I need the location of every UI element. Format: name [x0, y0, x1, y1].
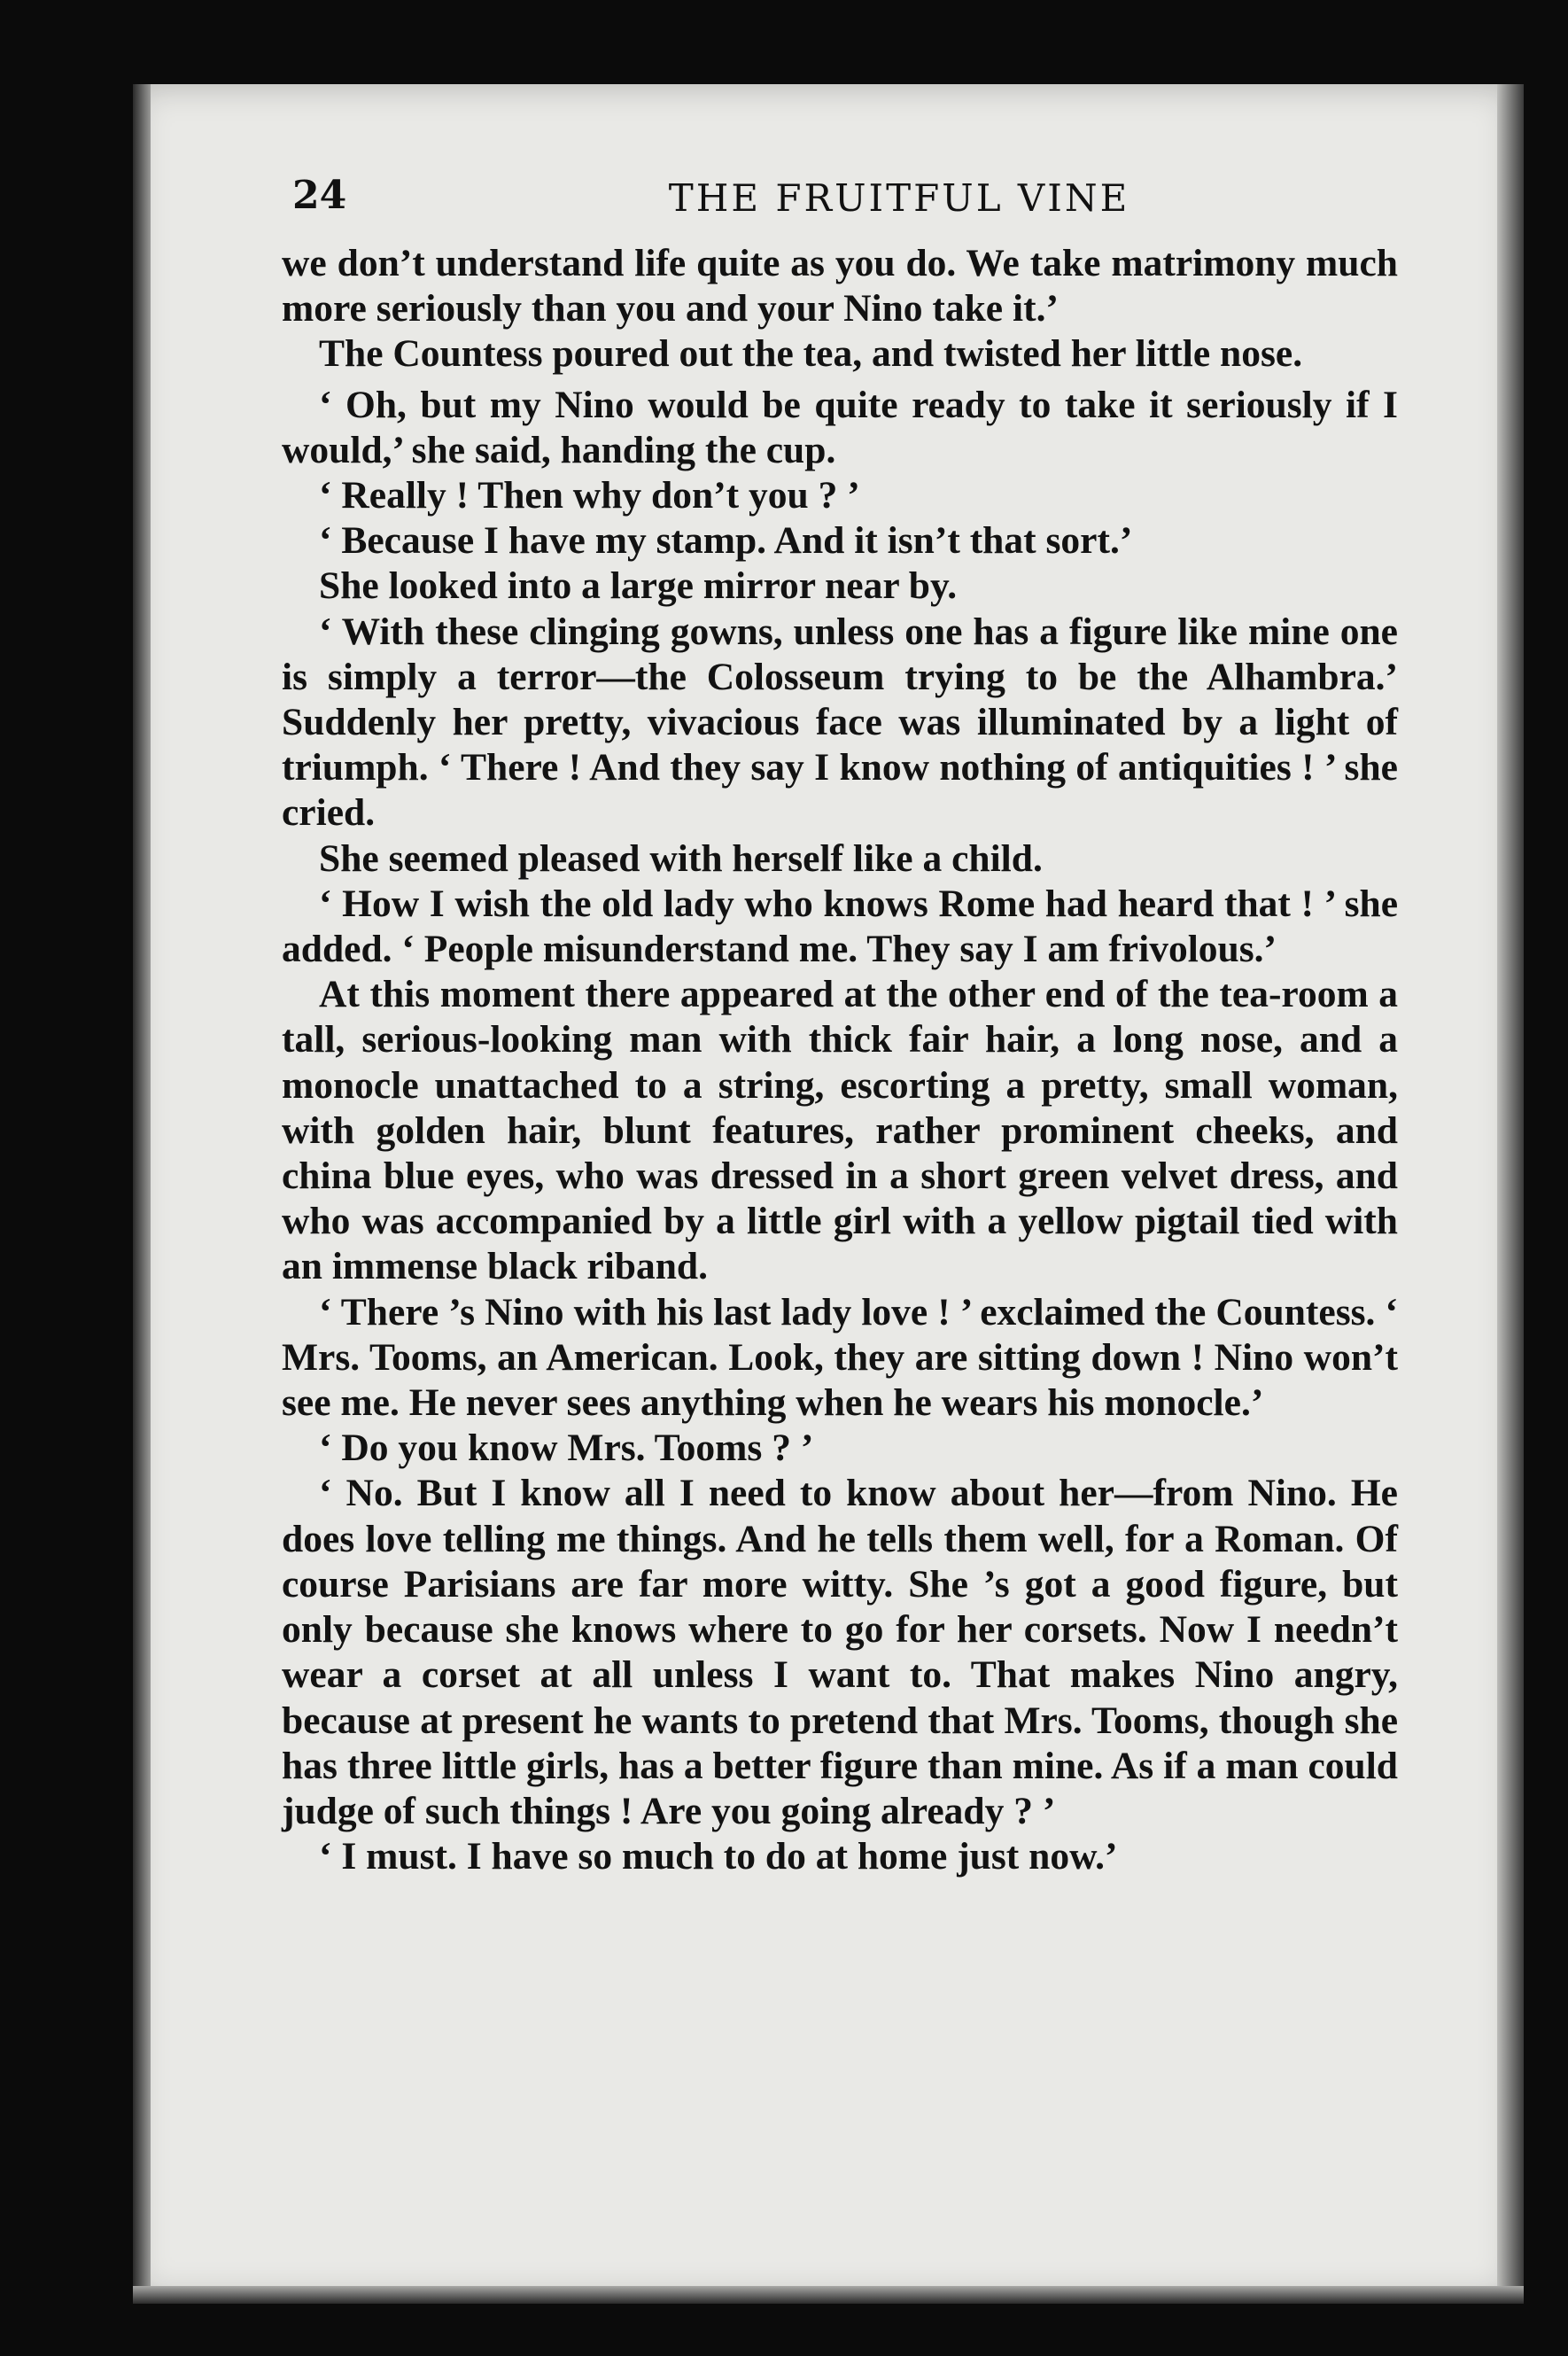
body-text	[282, 241, 1398, 1879]
paragraph: She looked into a large mirror near by.	[319, 564, 958, 608]
paragraph: ‘ Oh, but my Nino would be quite ready to take it seriously if I would,’ she said, handing the cup.	[282, 383, 1398, 471]
page-edge-right	[1497, 84, 1524, 2299]
paragraph: At this moment there appeared at the other end of the tea-room a tall, serious-looking man with thick fair hair, a long nose, and a monocle unattached to a string, escorting a pretty, small woman, with golden hair, blunt features, rather prominent cheeks, and china blue eyes, who was dressed in a short green velvet dress, and who was accompanied by a little girl with a yellow pigtail tied with an immense black riband.	[282, 973, 1398, 1288]
page-header	[292, 173, 1391, 235]
paragraph: ‘ I must. I have so much to do at home just now.’	[319, 1835, 1118, 1878]
paragraph: ‘ There ’s Nino with his last lady love ! ’ exclaimed the Countess. ‘ Mrs. Tooms, an American. Look, they are sitting down ! Nino won’t see me. He never sees anything when he wears his monocle.’	[282, 1290, 1398, 1425]
paragraph: ‘ No. But I know all I need to know about her—from Nino. He does love telling me things. And he tells them well, for a Roman. Of course Parisians are far more witty. She ’s got a good figure, but only because she knows where to go for her corsets. Now I needn’t wear a corset at all unless I want to. That makes Nino angry, because at present he wants to pretend that Mrs. Tooms, though she has three little girls, has a better figure than mine. As if a man could judge of such things ! Are you going already ? ’	[282, 1472, 1398, 1832]
page-number: 24	[292, 173, 347, 218]
paragraph: ‘ With these clinging gowns, unless one has a figure like mine one is simply a terror—the Colosseum trying to be the Alhambra.’ Suddenly her pretty, vivacious face was illuminated by a light of triumph. ‘ There ! And they say I know nothing of antiquities ! ’ she cried.	[282, 610, 1398, 835]
paragraph: She seemed pleased with herself like a child.	[319, 836, 1043, 880]
page-edge-bottom	[133, 2286, 1524, 2304]
paragraph: ‘ Really ! Then why don’t you ? ’	[319, 474, 860, 517]
paragraph: The Countess poured out the tea, and twisted her little nose.	[319, 332, 1303, 376]
paragraph: ‘ Do you know Mrs. Tooms ? ’	[319, 1427, 814, 1470]
paragraph: ‘ How I wish the old lady who knows Rome had heard that ! ’ she added. ‘ People misunderstand me. They say I am frivolous.’	[282, 882, 1398, 971]
page-edge-left	[133, 84, 151, 2299]
paragraph: ‘ Because I have my stamp. And it isn’t that sort.’	[319, 519, 1133, 563]
paragraph: we don’t understand life quite as you do. We take matrimony much more seriously than you and your Nino take it.’	[282, 242, 1398, 330]
running-title: THE FRUITFUL VINE	[668, 176, 1130, 220]
